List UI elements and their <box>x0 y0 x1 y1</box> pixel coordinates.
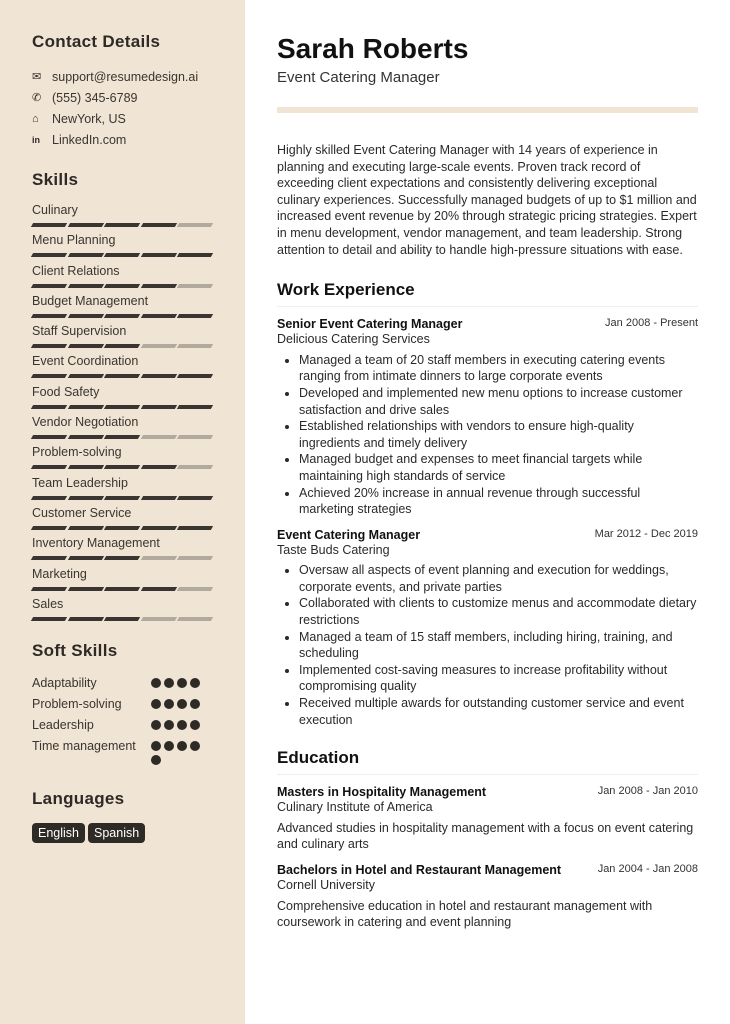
job-bullet: • Received multiple awards for outstanding customer service and event execution <box>299 695 698 728</box>
skill-bar-segment <box>140 223 176 227</box>
skill-level-bar <box>32 435 213 439</box>
rating-dot <box>164 678 174 688</box>
language-tag: Spanish <box>88 823 145 843</box>
job-bullet: • Established relationships with vendors to ensure high-quality ingredients and timely delivery <box>299 418 698 451</box>
skill-bar-segment <box>177 496 213 500</box>
job-bullet: • Implemented cost-saving measures to increase profitability without compromising quality <box>299 662 698 695</box>
education-heading: Education <box>277 748 698 775</box>
skill-bar-segment <box>177 253 213 257</box>
skills-heading: Skills <box>32 170 79 189</box>
skill-bar-segment <box>104 405 140 409</box>
skill-bar-segment <box>67 617 103 621</box>
phone-icon: ✆ <box>32 92 42 104</box>
skill-level-bar <box>32 556 213 560</box>
skill-bar-segment <box>104 556 140 560</box>
skill-bar-segment <box>140 465 176 469</box>
skill-bar-segment <box>31 374 67 378</box>
job-bullet: • Managed a team of 15 staff members, including hiring, training, and scheduling <box>299 629 698 662</box>
work-list <box>277 317 698 728</box>
soft-skills-heading: Soft Skills <box>32 641 118 661</box>
skill-item <box>32 445 213 475</box>
soft-skill-rating <box>151 675 203 691</box>
sidebar <box>0 0 245 1024</box>
rating-dot <box>190 678 200 688</box>
education-header <box>277 863 698 877</box>
job-role: Senior Event Catering Manager <box>277 317 463 332</box>
skill-bar-segment <box>104 617 140 621</box>
education-description: Comprehensive education in hotel and restaurant management with coursework in catering and event planning <box>277 898 653 930</box>
skill-name: Menu Planning <box>32 233 116 248</box>
skill-bar-segment <box>67 526 103 530</box>
contact-list <box>32 66 213 150</box>
language-tag: English <box>32 823 85 843</box>
job-role: Event Catering Manager <box>277 527 421 542</box>
skill-bar-segment <box>31 435 67 439</box>
contact-item <box>32 129 213 150</box>
skill-bar-segment <box>31 556 67 560</box>
skill-name: Sales <box>32 596 64 611</box>
skill-bar-segment <box>31 617 67 621</box>
skill-bar-segment <box>31 284 67 288</box>
skill-item <box>32 597 213 627</box>
skill-bar-segment <box>104 344 140 348</box>
soft-skill-name: Leadership <box>32 718 94 733</box>
skill-bar-segment <box>67 556 103 560</box>
skill-name: Team Leadership <box>32 475 128 490</box>
skill-bar-segment <box>140 314 176 318</box>
skill-bar-segment <box>104 435 140 439</box>
soft-skill-name: Adaptability <box>32 676 97 691</box>
skill-bar-segment <box>177 556 213 560</box>
skill-bar-segment <box>177 284 213 288</box>
skill-item <box>32 506 213 536</box>
contact-text: support@resumedesign.ai <box>52 69 199 84</box>
header-divider <box>277 107 698 113</box>
skill-bar-segment <box>140 587 176 591</box>
education-dates: Jan 2008 - Jan 2010 <box>597 785 698 798</box>
skill-bar-segment <box>104 314 140 318</box>
skill-bar-segment <box>104 496 140 500</box>
skill-bar-segment <box>67 374 103 378</box>
rating-dot <box>164 720 174 730</box>
soft-skill-item <box>32 738 213 765</box>
skill-bar-segment <box>140 374 176 378</box>
linkedin-icon: in <box>32 134 40 145</box>
summary: Highly skilled Event Catering Manager with 14 years of experience in planning and executing large-scale events. Proven track record of exceeding client expectations and consistently delivering exceptional culinary experiences. Successfully managed budgets of up to $1 million and increased event revenue by 20% through strategic pricing strategies. Expert in menu development, vendor management, and team leadership. Strong attention to detail and ability to handle high-pressure situations with ease. <box>277 143 697 257</box>
education-dates: Jan 2004 - Jan 2008 <box>597 863 698 875</box>
skill-item <box>32 203 213 233</box>
soft-skill-item <box>32 675 213 691</box>
soft-skill-rating <box>151 717 203 733</box>
job-dates: Mar 2012 - Dec 2019 <box>594 527 698 540</box>
degree: Bachelors in Hotel and Restaurant Management <box>277 863 562 877</box>
skill-bar-segment <box>140 344 176 348</box>
skill-bar-segment <box>31 223 67 227</box>
rating-dot <box>177 699 187 709</box>
skill-level-bar <box>32 223 213 227</box>
skill-bar-segment <box>140 405 176 409</box>
home-icon: ⌂ <box>32 112 39 125</box>
soft-skill-name: Problem-solving <box>32 697 122 712</box>
skill-level-bar <box>32 496 213 500</box>
skill-name: Food Safety <box>32 384 100 399</box>
candidate-name: Sarah Roberts <box>277 33 469 64</box>
education-description: Advanced studies in hospitality management with a focus on event catering and culinary arts <box>277 820 694 852</box>
soft-skills-list <box>32 675 213 765</box>
rating-dot <box>151 678 161 688</box>
degree: Masters in Hospitality Management <box>277 785 487 800</box>
skill-bar-segment <box>140 617 176 621</box>
skill-level-bar <box>32 587 213 591</box>
skill-bar-segment <box>31 253 67 257</box>
skill-level-bar <box>32 314 213 318</box>
job-company: Taste Buds Catering <box>277 542 390 557</box>
rating-dot <box>151 699 161 709</box>
skill-bar-segment <box>67 587 103 591</box>
skill-bar-segment <box>104 526 140 530</box>
contact-text: NewYork, US <box>52 111 126 126</box>
rating-dot <box>177 678 187 688</box>
education-entry <box>277 785 698 853</box>
languages-list <box>32 823 213 843</box>
skill-bar-segment <box>140 253 176 257</box>
main-content <box>277 0 698 931</box>
candidate-title: Event Catering Manager <box>277 69 440 86</box>
rating-dot <box>190 699 200 709</box>
skill-bar-segment <box>31 405 67 409</box>
skill-bar-segment <box>67 496 103 500</box>
rating-dot <box>164 699 174 709</box>
education-entry <box>277 863 698 931</box>
rating-dot <box>190 741 200 751</box>
skill-name: Problem-solving <box>32 445 122 460</box>
skill-bar-segment <box>67 344 103 348</box>
skill-name: Staff Supervision <box>32 324 127 339</box>
skill-bar-segment <box>67 405 103 409</box>
skill-name: Marketing <box>32 566 87 581</box>
skill-bar-segment <box>140 435 176 439</box>
skill-level-bar <box>32 526 213 530</box>
rating-dot <box>177 741 187 751</box>
skill-bar-segment <box>67 435 103 439</box>
rating-dot <box>151 720 161 730</box>
contact-item <box>32 66 213 87</box>
skill-bar-segment <box>104 253 140 257</box>
job-entry <box>277 528 698 729</box>
skill-item <box>32 567 213 597</box>
skill-item <box>32 264 213 294</box>
skill-name: Budget Management <box>32 293 149 308</box>
contact-item <box>32 108 213 129</box>
work-heading: Work Experience <box>277 280 698 307</box>
skill-bar-segment <box>177 344 213 348</box>
job-bullet: • Achieved 20% increase in annual revenue through successful marketing strategies <box>299 485 698 518</box>
rating-dot <box>177 720 187 730</box>
skill-bar-segment <box>31 526 67 530</box>
skill-name: Culinary <box>32 203 78 217</box>
job-bullets <box>299 352 698 518</box>
soft-skill-name: Time management <box>32 739 136 754</box>
skill-bar-segment <box>177 223 213 227</box>
skill-bar-segment <box>104 374 140 378</box>
skill-bar-segment <box>140 556 176 560</box>
soft-skill-item <box>32 696 213 712</box>
skill-level-bar <box>32 374 213 378</box>
job-bullet: • Managed budget and expenses to meet financial targets while maintaining high standards of service <box>299 451 698 484</box>
skill-item <box>32 415 213 445</box>
job-dates: Jan 2008 - Present <box>605 317 698 330</box>
skill-bar-segment <box>177 405 213 409</box>
skill-level-bar <box>32 284 213 288</box>
skill-bar-segment <box>67 314 103 318</box>
skill-bar-segment <box>177 526 213 530</box>
skill-bar-segment <box>104 587 140 591</box>
skill-bar-segment <box>31 465 67 469</box>
skill-bar-segment <box>31 344 67 348</box>
job-header <box>277 528 698 542</box>
skill-name: Customer Service <box>32 505 132 520</box>
skill-bar-segment <box>67 223 103 227</box>
skill-item <box>32 536 213 566</box>
skill-bar-segment <box>177 617 213 621</box>
skill-bar-segment <box>177 314 213 318</box>
skills-list <box>32 203 213 627</box>
skill-level-bar <box>32 253 213 257</box>
skill-bar-segment <box>31 314 67 318</box>
contact-heading: Contact Details <box>32 32 161 51</box>
skill-bar-segment <box>67 284 103 288</box>
rating-dot <box>151 741 161 751</box>
skill-bar-segment <box>104 284 140 288</box>
skill-level-bar <box>32 344 213 348</box>
school: Cornell University <box>277 878 375 892</box>
skill-bar-segment <box>104 223 140 227</box>
skill-bar-segment <box>67 253 103 257</box>
job-bullet: • Managed a team of 20 staff members in executing catering events ranging from intimate dinners to large corporate events <box>299 352 698 385</box>
school: Culinary Institute of America <box>277 800 433 815</box>
skill-level-bar <box>32 465 213 469</box>
skill-bar-segment <box>31 587 67 591</box>
rating-dot <box>190 720 200 730</box>
skill-bar-segment <box>177 587 213 591</box>
soft-skill-rating <box>151 738 203 765</box>
contact-item <box>32 87 213 108</box>
job-bullet: • Oversaw all aspects of event planning and execution for weddings, corporate events, and private parties <box>299 562 698 595</box>
job-header <box>277 317 698 331</box>
skill-bar-segment <box>177 465 213 469</box>
skill-item <box>32 324 213 354</box>
soft-skill-rating <box>151 696 203 712</box>
skill-name: Inventory Management <box>32 536 160 551</box>
skill-bar-segment <box>177 374 213 378</box>
contact-text: (555) 345-6789 <box>52 90 138 105</box>
skill-name: Client Relations <box>32 263 120 278</box>
job-company: Delicious Catering Services <box>277 332 430 347</box>
skill-item <box>32 294 213 324</box>
job-bullet: • Developed and implemented new menu options to increase customer satisfaction and drive sales <box>299 385 698 418</box>
job-bullets <box>299 562 698 728</box>
skill-bar-segment <box>67 465 103 469</box>
skill-bar-segment <box>104 465 140 469</box>
skill-bar-segment <box>177 435 213 439</box>
skill-level-bar <box>32 617 213 621</box>
skill-item <box>32 476 213 506</box>
job-bullet: • Collaborated with clients to customize menus and accommodate dietary restrictions <box>299 595 698 628</box>
envelope-icon: ✉ <box>32 71 42 83</box>
contact-text: LinkedIn.com <box>52 132 127 147</box>
skill-item <box>32 233 213 263</box>
skill-bar-segment <box>31 496 67 500</box>
skill-item <box>32 354 213 384</box>
job-entry <box>277 317 698 518</box>
education-list <box>277 785 698 931</box>
skill-bar-segment <box>140 284 176 288</box>
skill-bar-segment <box>140 526 176 530</box>
rating-dot <box>164 741 174 751</box>
soft-skill-item <box>32 717 213 733</box>
education-header <box>277 785 698 799</box>
languages-heading: Languages <box>32 789 125 809</box>
skill-bar-segment <box>140 496 176 500</box>
rating-dot <box>151 755 161 765</box>
skill-name: Event Coordination <box>32 354 139 369</box>
skill-name: Vendor Negotiation <box>32 415 139 430</box>
skill-level-bar <box>32 405 213 409</box>
skill-item <box>32 385 213 415</box>
